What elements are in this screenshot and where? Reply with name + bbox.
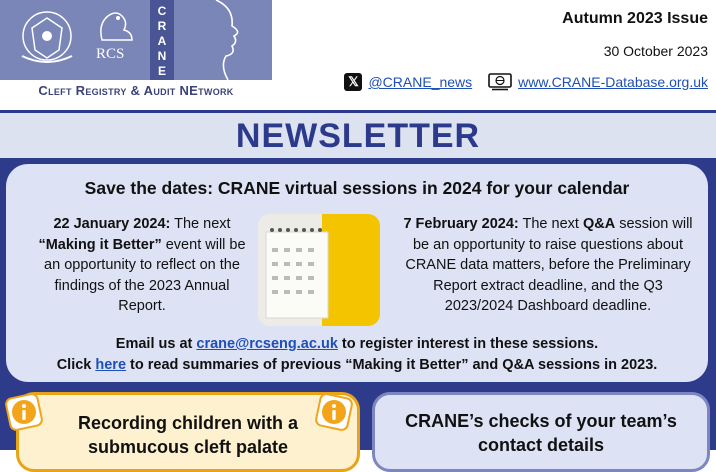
- sessions-heading: Save the dates: CRANE virtual sessions in 2024 for your calendar: [84, 178, 630, 198]
- face-profile-icon: [176, 0, 272, 80]
- session-text: The next: [518, 216, 583, 232]
- website-link[interactable]: www.CRANE-Database.org.uk: [518, 74, 708, 90]
- february-session: [398, 214, 698, 317]
- twitter-link[interactable]: @CRANE_news: [368, 74, 473, 90]
- sessions-card: [6, 164, 708, 382]
- here-link[interactable]: here: [95, 357, 127, 373]
- header-links: [344, 72, 708, 92]
- website-icon: [488, 73, 512, 91]
- submucous-cleft-card: [16, 392, 360, 472]
- rcs-logo: [88, 6, 140, 70]
- session-date: 7 February 2024:: [403, 216, 519, 232]
- email-prefix: Email us at: [115, 336, 197, 352]
- crane-letter: N: [157, 49, 167, 63]
- email-suffix: to register interest in these sessions.: [337, 336, 599, 352]
- crest-icon: [14, 6, 80, 70]
- session-event: “Making it Better”: [38, 236, 162, 253]
- crane-letter: A: [157, 34, 167, 48]
- contact-details-card: [372, 392, 710, 472]
- card-title-line: submucous cleft palate: [87, 437, 289, 457]
- email-line: [6, 336, 708, 352]
- bird-icon: [88, 6, 140, 46]
- card-title-line: contact details: [477, 435, 605, 455]
- card-title: [19, 411, 357, 459]
- crane-letter: C: [157, 4, 167, 18]
- click-suffix: to read summaries of previous “Making it Better” and Q&A sessions in 2023.: [126, 357, 658, 373]
- email-link[interactable]: crane@rcseng.ac.uk: [196, 336, 338, 352]
- info-icon: [314, 392, 354, 432]
- crane-letter: E: [157, 64, 166, 78]
- click-prefix: Click: [56, 357, 96, 373]
- session-text: event will be an opportunity to reflect on the findings of the 2023 Annual Report.: [44, 236, 246, 314]
- info-icon: [4, 392, 44, 432]
- session-text: session will be an opportunity to raise questions about CRANE data matters, before the Preliminary Report extract deadline, and the Q3 2023/2024 Dashboard deadline.: [405, 216, 693, 314]
- crane-logo: [0, 0, 272, 80]
- crane-letter: R: [157, 19, 167, 33]
- issue-title: Autumn 2023 Issue: [562, 10, 708, 27]
- newsletter-banner: [0, 110, 716, 161]
- page-title: NEWSLETTER: [235, 117, 481, 155]
- issue-date: 30 October 2023: [603, 43, 708, 59]
- x-twitter-icon: 𝕏: [344, 73, 362, 91]
- acronym-line: Cleft Registry & Audit NEtwork: [38, 83, 234, 98]
- calendar-image: [258, 214, 380, 326]
- crane-vertical-label: [150, 0, 174, 80]
- session-date: 22 January 2024:: [53, 216, 171, 232]
- session-text: The next: [170, 216, 231, 232]
- session-event: Q&A: [582, 216, 616, 232]
- card-title-line: Recording children with a: [77, 413, 299, 433]
- january-session: [32, 214, 252, 317]
- summaries-line: [6, 357, 708, 373]
- rcs-text: RCS: [96, 46, 125, 62]
- card-title-line: CRANE’s checks of your team’s: [405, 411, 677, 431]
